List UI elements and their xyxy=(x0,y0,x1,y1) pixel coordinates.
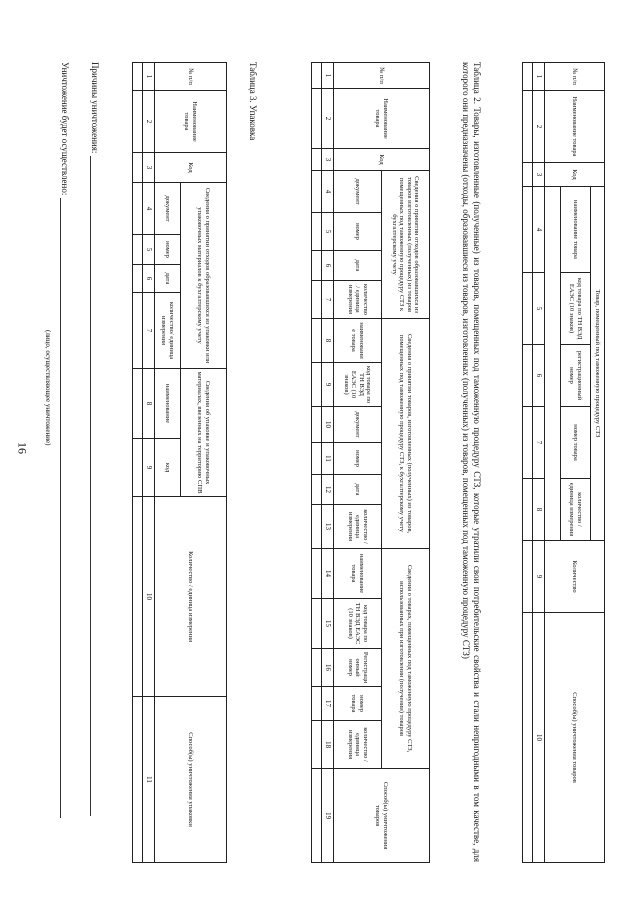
t2-h-qty-unit3: количество / единица измерения xyxy=(334,721,382,769)
t2-num: 18 xyxy=(322,721,334,769)
t3-cell xyxy=(133,439,143,497)
reasons-label: Причины уничтожения: xyxy=(90,62,100,154)
t2-cell xyxy=(312,171,322,213)
t1-cell xyxy=(523,613,533,863)
t1-num: 3 xyxy=(533,163,545,187)
t2-h-qty-unit: количество / единица измерения xyxy=(334,281,382,319)
t1-num: 4 xyxy=(533,187,545,273)
t2-h-date: дата xyxy=(334,251,382,281)
t2-num: 6 xyxy=(322,251,334,281)
t1-num: 10 xyxy=(533,613,545,863)
t1-num: 7 xyxy=(533,407,545,479)
t2-cell xyxy=(312,769,322,863)
t3-num: 4 xyxy=(143,183,155,235)
t2-h-code: Код xyxy=(334,149,430,171)
t2-cell xyxy=(312,721,322,769)
t3-cell xyxy=(133,265,143,293)
t2-num: 16 xyxy=(322,649,334,687)
page-number: 16 xyxy=(15,442,30,454)
t2-cell xyxy=(312,319,322,363)
t1-h-tnved: код товара по ТН ВЭД ЕАЭС (10 знаков) xyxy=(561,273,591,345)
t2-num: 5 xyxy=(322,213,334,251)
t1-h-code: Код xyxy=(545,163,605,187)
t3-num: 10 xyxy=(143,497,155,697)
t2-num: 12 xyxy=(322,475,334,505)
t3-cell xyxy=(133,369,143,439)
t3-h-name: Наименование товара xyxy=(155,91,227,153)
t1-num: 5 xyxy=(533,273,545,345)
table-3-title: Таблица 3. Упаковка xyxy=(248,62,258,141)
t2-cell xyxy=(312,63,322,89)
t3-cell xyxy=(133,697,143,863)
t2-cell xyxy=(312,281,322,319)
t3-h-doc: документ xyxy=(155,183,181,235)
t2-cell xyxy=(312,251,322,281)
table-2-title: Таблица 2. Товары, изготовленные (полученные) из товаров, помещенных под таможенную процедуру СТЗ, которые утратили свои потребительские свойства и стали непригодными в том качестве, для которого они предназначены (отходы, образовавшиеся из товаров, изготовленных (полученных) из товаров, помещенных под таможенную процедуру СТЗ) xyxy=(460,62,482,862)
t1-h-goods-name: наименование товара xyxy=(561,187,591,273)
t2-h-no: № п/п xyxy=(334,63,430,89)
t3-h-code2: код xyxy=(155,439,181,497)
t1-cell xyxy=(523,187,533,273)
t3-h-number: номер xyxy=(155,235,181,265)
t2-h-goods-name: наименование товара xyxy=(334,319,382,363)
t2-h-goods-no: номер товара xyxy=(334,687,382,721)
t2-cell xyxy=(312,213,322,251)
t3-h-method: Способ(ы) уничтожения упаковки xyxy=(155,697,227,863)
t2-cell xyxy=(312,407,322,443)
t2-cell xyxy=(312,443,322,475)
t3-h-group2: Сведения об упаковке и упаковочных материалах, ввезенных на территорию СПВ xyxy=(181,369,227,497)
performed-blank xyxy=(60,198,61,818)
t2-num: 2 xyxy=(322,89,334,149)
t1-h-qty-unit: количество / единица измерения xyxy=(561,479,591,541)
t2-h-doc: документ xyxy=(334,171,382,213)
t3-h-date: дата xyxy=(155,265,181,293)
t3-num: 7 xyxy=(143,293,155,369)
t2-cell xyxy=(312,687,322,721)
table-2 xyxy=(311,62,430,862)
t3-num: 9 xyxy=(143,439,155,497)
t1-cell xyxy=(523,345,533,407)
t2-num: 15 xyxy=(322,599,334,649)
t2-num: 1 xyxy=(322,63,334,89)
t1-h-method: Способ(ы) уничтожения товаров xyxy=(545,613,605,863)
t3-num: 2 xyxy=(143,91,155,153)
reasons-line xyxy=(90,62,100,852)
performer-caption: (лицо, осуществляющее уничтожение) xyxy=(44,330,52,446)
t3-cell xyxy=(133,91,143,153)
t1-cell xyxy=(523,63,533,91)
t2-num: 7 xyxy=(322,281,334,319)
t2-num: 9 xyxy=(322,363,334,407)
table-1 xyxy=(522,62,605,862)
t1-num: 6 xyxy=(533,345,545,407)
t2-h-doc2: документ xyxy=(334,407,382,443)
performed-line xyxy=(60,62,70,852)
t2-num: 8 xyxy=(322,319,334,363)
t1-h-goods-no: номер товара xyxy=(561,407,591,479)
t1-h-qty: Количество xyxy=(545,541,605,613)
t1-cell xyxy=(523,541,533,613)
t1-num: 8 xyxy=(533,479,545,541)
t2-cell xyxy=(312,89,322,149)
t3-num: 8 xyxy=(143,369,155,439)
t2-h-number2: номер xyxy=(334,443,382,475)
t3-cell xyxy=(133,63,143,91)
t3-h-qty: Количество / единица измерения xyxy=(155,497,227,697)
t1-h-reg: регистрационный номер xyxy=(561,345,591,407)
t1-cell xyxy=(523,91,533,163)
t1-h-no: № п/п xyxy=(545,63,605,91)
t2-h-number: номер xyxy=(334,213,382,251)
t2-cell xyxy=(312,475,322,505)
t3-h-qty-unit: количество/ единица измерения xyxy=(155,293,181,369)
t2-num: 10 xyxy=(322,407,334,443)
t3-num: 3 xyxy=(143,153,155,183)
t1-num: 1 xyxy=(533,63,545,91)
t3-h-no: № п/п xyxy=(155,63,227,91)
t2-h-name: Наименование товара xyxy=(334,89,430,149)
t3-cell xyxy=(133,153,143,183)
t3-num: 1 xyxy=(143,63,155,91)
t2-num: 11 xyxy=(322,443,334,475)
t2-num: 17 xyxy=(322,687,334,721)
t1-cell xyxy=(523,407,533,479)
t1-h-group: Товар, помещенный под таможенную процедуру СТЗ xyxy=(591,187,605,541)
t2-num: 19 xyxy=(322,769,334,863)
t3-num: 6 xyxy=(143,265,155,293)
performed-label: Уничтожение будет осуществлено: xyxy=(60,62,70,196)
t1-cell xyxy=(523,273,533,345)
t1-cell xyxy=(523,479,533,541)
t3-cell xyxy=(133,235,143,265)
t3-num: 11 xyxy=(143,697,155,863)
t2-cell xyxy=(312,363,322,407)
t3-num: 5 xyxy=(143,235,155,265)
t3-cell xyxy=(133,183,143,235)
t2-h-group1: Сведения о принятии отходов образовавшихся из товаров изготовленных (полученных) из товаров помещенных под таможенную процедуру СТЗ к бухгалтерскому учету xyxy=(382,171,430,319)
t2-h-group3: Сведения о товарах, помещенных под таможенную процедуру СТЗ, использованных при изготовлении (получении) товаров xyxy=(382,549,430,769)
t2-cell xyxy=(312,505,322,549)
t2-h-reg: Регистрационный номер xyxy=(334,649,382,687)
t2-cell xyxy=(312,649,322,687)
t2-h-qty-unit2: количество / единица измерения xyxy=(334,505,382,549)
t2-h-goods-name2: наименование товара xyxy=(334,549,382,599)
t2-h-tnved2: код товара по ТН ВЭД ЕАЭС (10 знаков) xyxy=(334,599,382,649)
t2-num: 14 xyxy=(322,549,334,599)
t1-h-name: Наименование товара xyxy=(545,91,605,163)
reasons-blank xyxy=(90,156,91,816)
t2-h-group2: Сведения о принятии товаров, изготовленных (полученных) из товаров, помещенных под таможенную процедуру СТЗ, к бухгалтерскому учету xyxy=(382,319,430,549)
t2-cell xyxy=(312,599,322,649)
t2-h-tnved: код товара по ТН ВЭД ЕАЭС (10 знаков) xyxy=(334,363,382,407)
t1-num: 2 xyxy=(533,91,545,163)
t1-num: 9 xyxy=(533,541,545,613)
t2-num: 4 xyxy=(322,171,334,213)
t3-cell xyxy=(133,293,143,369)
t3-h-group1: Сведения о принятии отходов образовавшихся из упаковки или упаковочных материалов к бухгалтерскому учету xyxy=(181,183,227,369)
t3-h-code: Код xyxy=(155,153,227,183)
t2-num: 13 xyxy=(322,505,334,549)
t2-h-date2: дата xyxy=(334,475,382,505)
t2-cell xyxy=(312,149,322,171)
t3-h-name2: наименование xyxy=(155,369,181,439)
t1-cell xyxy=(523,163,533,187)
table-3 xyxy=(132,62,227,862)
t3-cell xyxy=(133,497,143,697)
t2-num: 3 xyxy=(322,149,334,171)
t2-cell xyxy=(312,549,322,599)
t2-h-method: Способ(ы) уничтожения товаров xyxy=(334,769,430,863)
